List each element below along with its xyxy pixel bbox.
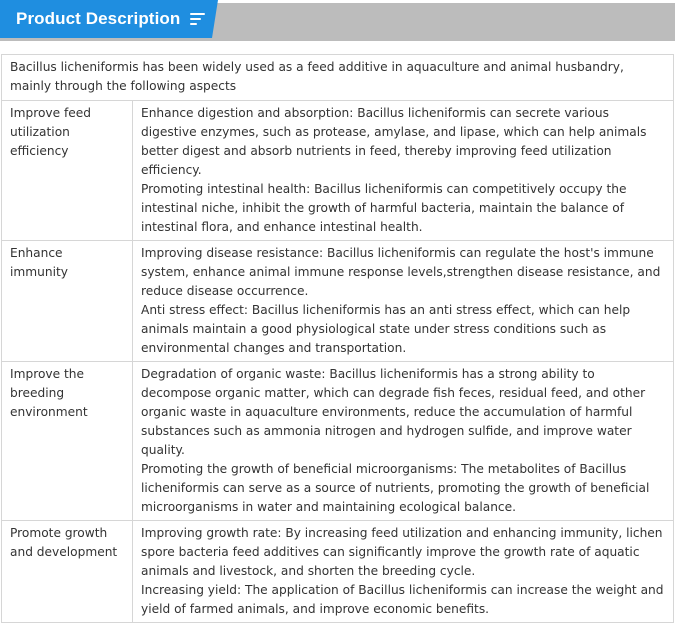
aspect-cell: Improve feed utilization efficiency	[2, 101, 133, 241]
detail-point: Promoting the growth of beneficial microorganisms: The metabolites of Bacillus licheniformis can serve as a source of nutrients, promoting the growth of beneficial microorganisms in water and maintaining ecological balance.	[141, 462, 650, 514]
table-row	[2, 362, 674, 521]
detail-point: Increasing yield: The application of Bacillus licheniformis can increase the weight and yield of farmed animals, and improve economic benefits.	[141, 583, 664, 616]
table-row	[2, 241, 674, 362]
table-row	[2, 521, 674, 623]
detail-point: Anti stress effect: Bacillus licheniformis has an anti stress effect, which can help animals maintain a good physiological state under stress conditions such as environmental changes and transportation.	[141, 303, 631, 355]
detail-point: Improving disease resistance: Bacillus licheniformis can regulate the host's immune system, enhance animal immune response levels,strengthen disease resistance, and reduce disease occurrence.	[141, 246, 661, 298]
detail-point: Improving growth rate: By increasing feed utilization and enhancing immunity, lichen spore bacteria feed additives can significantly improve the growth rate of aquatic animals and livestock, and shorten the breeding cycle.	[141, 526, 663, 578]
intro-text: Bacillus licheniformis has been widely used as a feed additive in aquaculture and animal husbandry, mainly through the following aspects	[2, 55, 674, 101]
detail-point: Promoting intestinal health: Bacillus licheniformis can competitively occupy the intestinal niche, inhibit the growth of harmful bacteria, maintain the balance of intestinal flora, and enhance intestinal health.	[141, 182, 627, 234]
detail-cell	[133, 101, 674, 241]
section-header-bar	[0, 3, 675, 41]
intro-row	[2, 55, 674, 101]
menu-lines-icon	[190, 13, 205, 25]
detail-point: Enhance digestion and absorption: Bacillus licheniformis can secrete various digestive enzymes, such as protease, amylase, and lipase, which can help animals better digest and absorb nutrients in feed, thereby improving feed utilization efficiency.	[141, 106, 647, 177]
aspect-cell: Improve the breeding environment	[2, 362, 133, 521]
detail-cell	[133, 521, 674, 623]
aspect-cell: Enhance immunity	[2, 241, 133, 362]
detail-cell	[133, 362, 674, 521]
detail-point: Degradation of organic waste: Bacillus licheniformis has a strong ability to decompose organic matter, which can degrade fish feces, residual feed, and other organic waste in aquaculture environments, reduce the accumulation of harmful substances such as ammonia nitrogen and hydrogen sulfide, and improve water quality.	[141, 367, 646, 457]
description-table	[1, 54, 674, 623]
detail-cell	[133, 241, 674, 362]
aspect-cell: Promote growth and development	[2, 521, 133, 623]
section-title: Product Description	[16, 9, 181, 28]
section-header-tab	[0, 0, 212, 38]
table-row	[2, 101, 674, 241]
